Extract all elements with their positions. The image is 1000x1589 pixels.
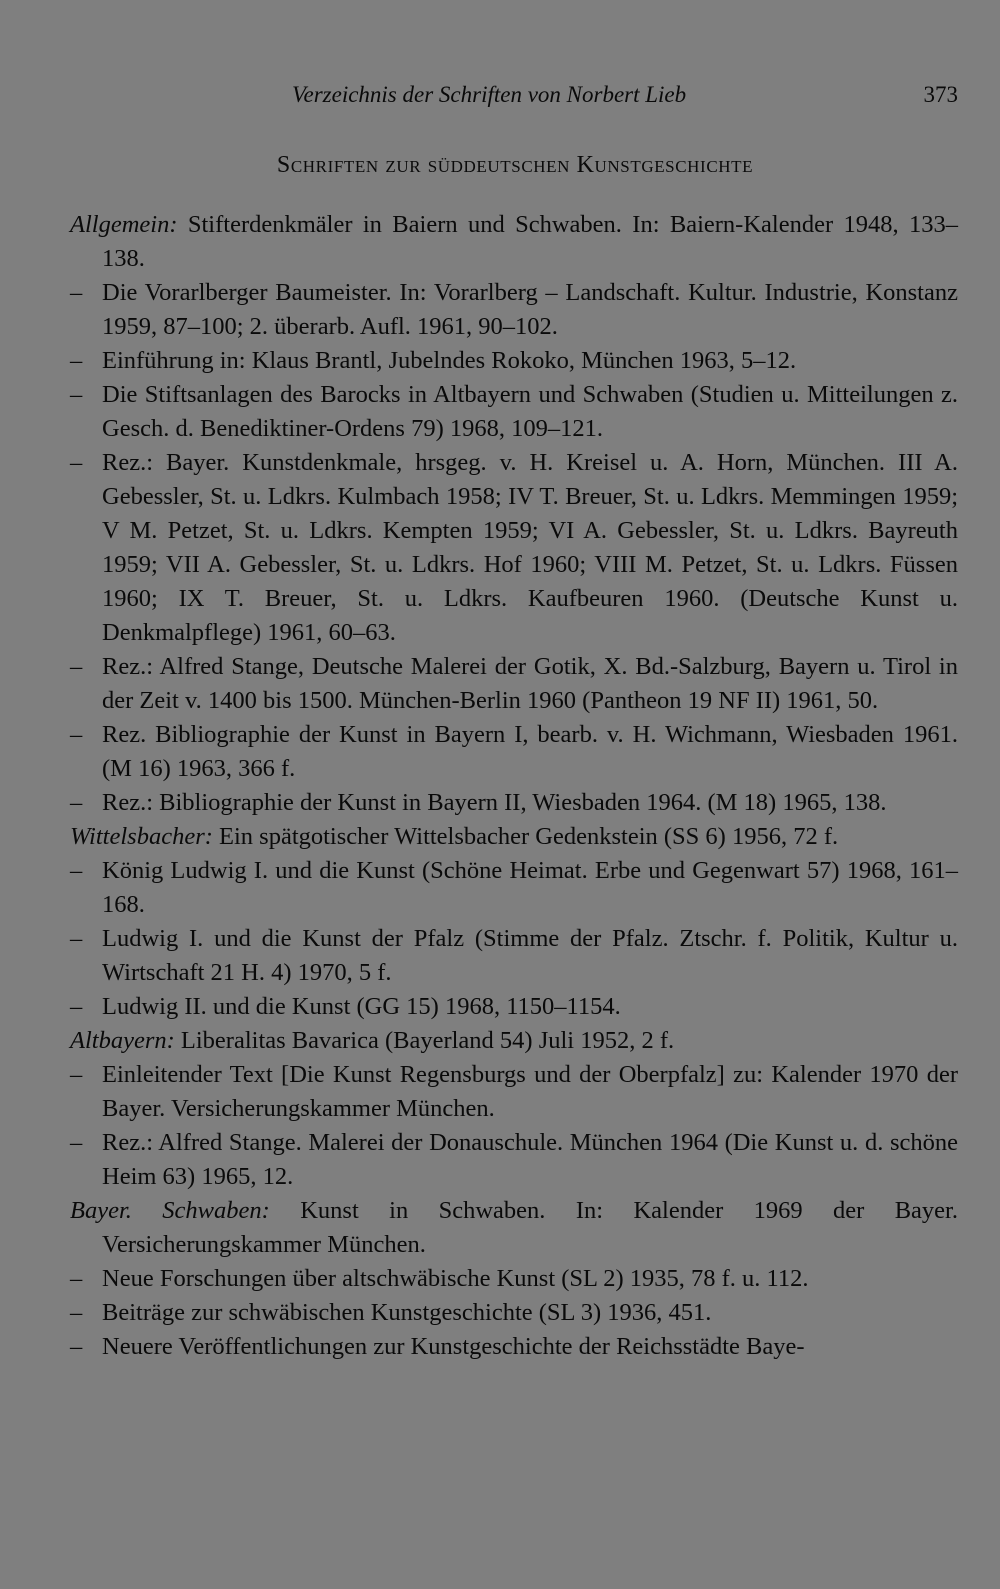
- bibliography-entry: [70, 820, 958, 854]
- entry-text: Liberalitas Bavarica (Bayerland 54) Juli 1952, 2 f.: [180, 1027, 675, 1054]
- entry-category: Wittelsbacher:: [70, 823, 213, 850]
- entry-dash: –: [70, 721, 83, 748]
- entry-dash: –: [70, 279, 83, 306]
- bibliography-entry: [70, 208, 958, 276]
- entry-text: Rez.: Alfred Stange. Malerei der Donauschule. München 1964 (Die Kunst u. d. schöne Heim 63) 1965, 12.: [102, 1129, 958, 1190]
- entry-text: Ludwig II. und die Kunst (GG 15) 1968, 1150–1154.: [102, 993, 621, 1020]
- entry-text: Kunst in Schwaben. In: Kalender 1969 der Bayer. Versicherungskammer München.: [102, 1197, 958, 1258]
- bibliography-entry: [70, 378, 958, 446]
- entry-dash: –: [70, 1333, 83, 1360]
- entry-dash: –: [70, 347, 83, 374]
- entry-text: Rez. Bibliographie der Kunst in Bayern I, bearb. v. H. Wichmann, Wiesbaden 1961. (M 16) 1963, 366 f.: [102, 721, 958, 782]
- entry-category: Allgemein:: [70, 211, 178, 238]
- bibliography-entry: [70, 650, 958, 718]
- entry-dash: –: [70, 925, 83, 952]
- entry-category: Altbayern:: [70, 1027, 175, 1054]
- entry-text: Einführung in: Klaus Brantl, Jubelndes Rokoko, München 1963, 5–12.: [102, 347, 797, 374]
- entry-category: Bayer. Schwaben:: [70, 1197, 270, 1224]
- entry-dash: –: [70, 1061, 83, 1088]
- entry-dash: –: [70, 449, 83, 476]
- document-page: [70, 72, 958, 1364]
- section-title: Schriften zur süddeutschen Kunstgeschichte: [276, 152, 754, 178]
- entry-text: Rez.: Bayer. Kunstdenkmale, hrsgeg. v. H. Kreisel u. A. Horn, München. III A. Gebessler, St. u. Ldkrs. Kulmbach 1958; IV T. Breuer, St. u. Ldkrs. Memmingen 1959; V M. Petzet, St. u. Ldkrs. Kempten 1959; VI A. Gebessler, St. u. Ldkrs. Bayreuth 1959; VII A. Gebessler, St. u. Ldkrs. Hof 1960; VIII M. Petzet, St. u. Ldkrs. Füssen 1960; IX T. Breuer, St. u. Ldkrs. Kaufbeuren 1960. (Deutsche Kunst u. Denkmalpflege) 1961, 60–63.: [102, 449, 958, 646]
- bibliography-entry: [70, 922, 958, 990]
- entry-dash: –: [70, 1129, 83, 1156]
- entry-text: Einleitender Text [Die Kunst Regensburgs und der Oberpfalz] zu: Kalender 1970 der Bayer. Versicherungskammer München.: [102, 1061, 958, 1122]
- bibliography-entry: [70, 276, 958, 344]
- bibliography-entry: [70, 1262, 958, 1296]
- bibliography-entry: [70, 718, 958, 786]
- bibliography-entry: [70, 854, 958, 922]
- bibliography-entry: [70, 786, 958, 820]
- entry-text: König Ludwig I. und die Kunst (Schöne Heimat. Erbe und Gegenwart 57) 1968, 161–168.: [102, 857, 958, 918]
- entry-text: Die Vorarlberger Baumeister. In: Vorarlberg – Landschaft. Kultur. Industrie, Konstanz 1959, 87–100; 2. überarb. Aufl. 1961, 90–102.: [102, 279, 958, 340]
- entry-text: Neue Forschungen über altschwäbische Kunst (SL 2) 1935, 78 f. u. 112.: [102, 1265, 809, 1292]
- entry-text: Neuere Veröffentlichungen zur Kunstgeschichte der Reichsstädte Baye-: [102, 1333, 805, 1360]
- bibliography-entry: [70, 1024, 958, 1058]
- running-title: Verzeichnis der Schriften von Norbert Lieb: [292, 82, 687, 107]
- entry-text: Stifterdenkmäler in Baiern und Schwaben. In: Baiern-Kalender 1948, 133–138.: [102, 211, 958, 272]
- entry-dash: –: [70, 993, 83, 1020]
- entry-dash: –: [70, 381, 83, 408]
- entry-dash: –: [70, 857, 83, 884]
- entry-dash: –: [70, 1299, 83, 1326]
- bibliography-entry: [70, 344, 958, 378]
- entry-text: Rez.: Bibliographie der Kunst in Bayern II, Wiesbaden 1964. (M 18) 1965, 138.: [102, 789, 887, 816]
- bibliography-entry: [70, 1058, 958, 1126]
- bibliography-entry: [70, 1296, 958, 1330]
- entry-dash: –: [70, 653, 83, 680]
- entry-text: Rez.: Alfred Stange, Deutsche Malerei der Gotik, X. Bd.-Salzburg, Bayern u. Tirol in der Zeit v. 1400 bis 1500. München-Berlin 1960 (Pantheon 19 NF II) 1961, 50.: [102, 653, 958, 714]
- bibliography-entry: [70, 1126, 958, 1194]
- entry-dash: –: [70, 789, 83, 816]
- bibliography-entry: [70, 1194, 958, 1262]
- entry-text: Beiträge zur schwäbischen Kunstgeschichte (SL 3) 1936, 451.: [102, 1299, 712, 1326]
- entry-text: Die Stiftsanlagen des Barocks in Altbayern und Schwaben (Studien u. Mitteilungen z. Gesch. d. Benediktiner-Ordens 79) 1968, 109–121.: [102, 381, 958, 442]
- entry-text: Ludwig I. und die Kunst der Pfalz (Stimme der Pfalz. Ztschr. f. Politik, Kultur u. Wirtschaft 21 H. 4) 1970, 5 f.: [102, 925, 958, 986]
- entry-dash: –: [70, 1265, 83, 1292]
- page-number: 373: [923, 82, 958, 107]
- running-header: [70, 72, 958, 108]
- entry-text: Ein spätgotischer Wittelsbacher Gedenkstein (SS 6) 1956, 72 f.: [219, 823, 839, 850]
- bibliography-entry: [70, 990, 958, 1024]
- bibliography-entry: [70, 1330, 958, 1364]
- bibliography-entry: [70, 446, 958, 650]
- bibliography-list: [70, 208, 958, 1364]
